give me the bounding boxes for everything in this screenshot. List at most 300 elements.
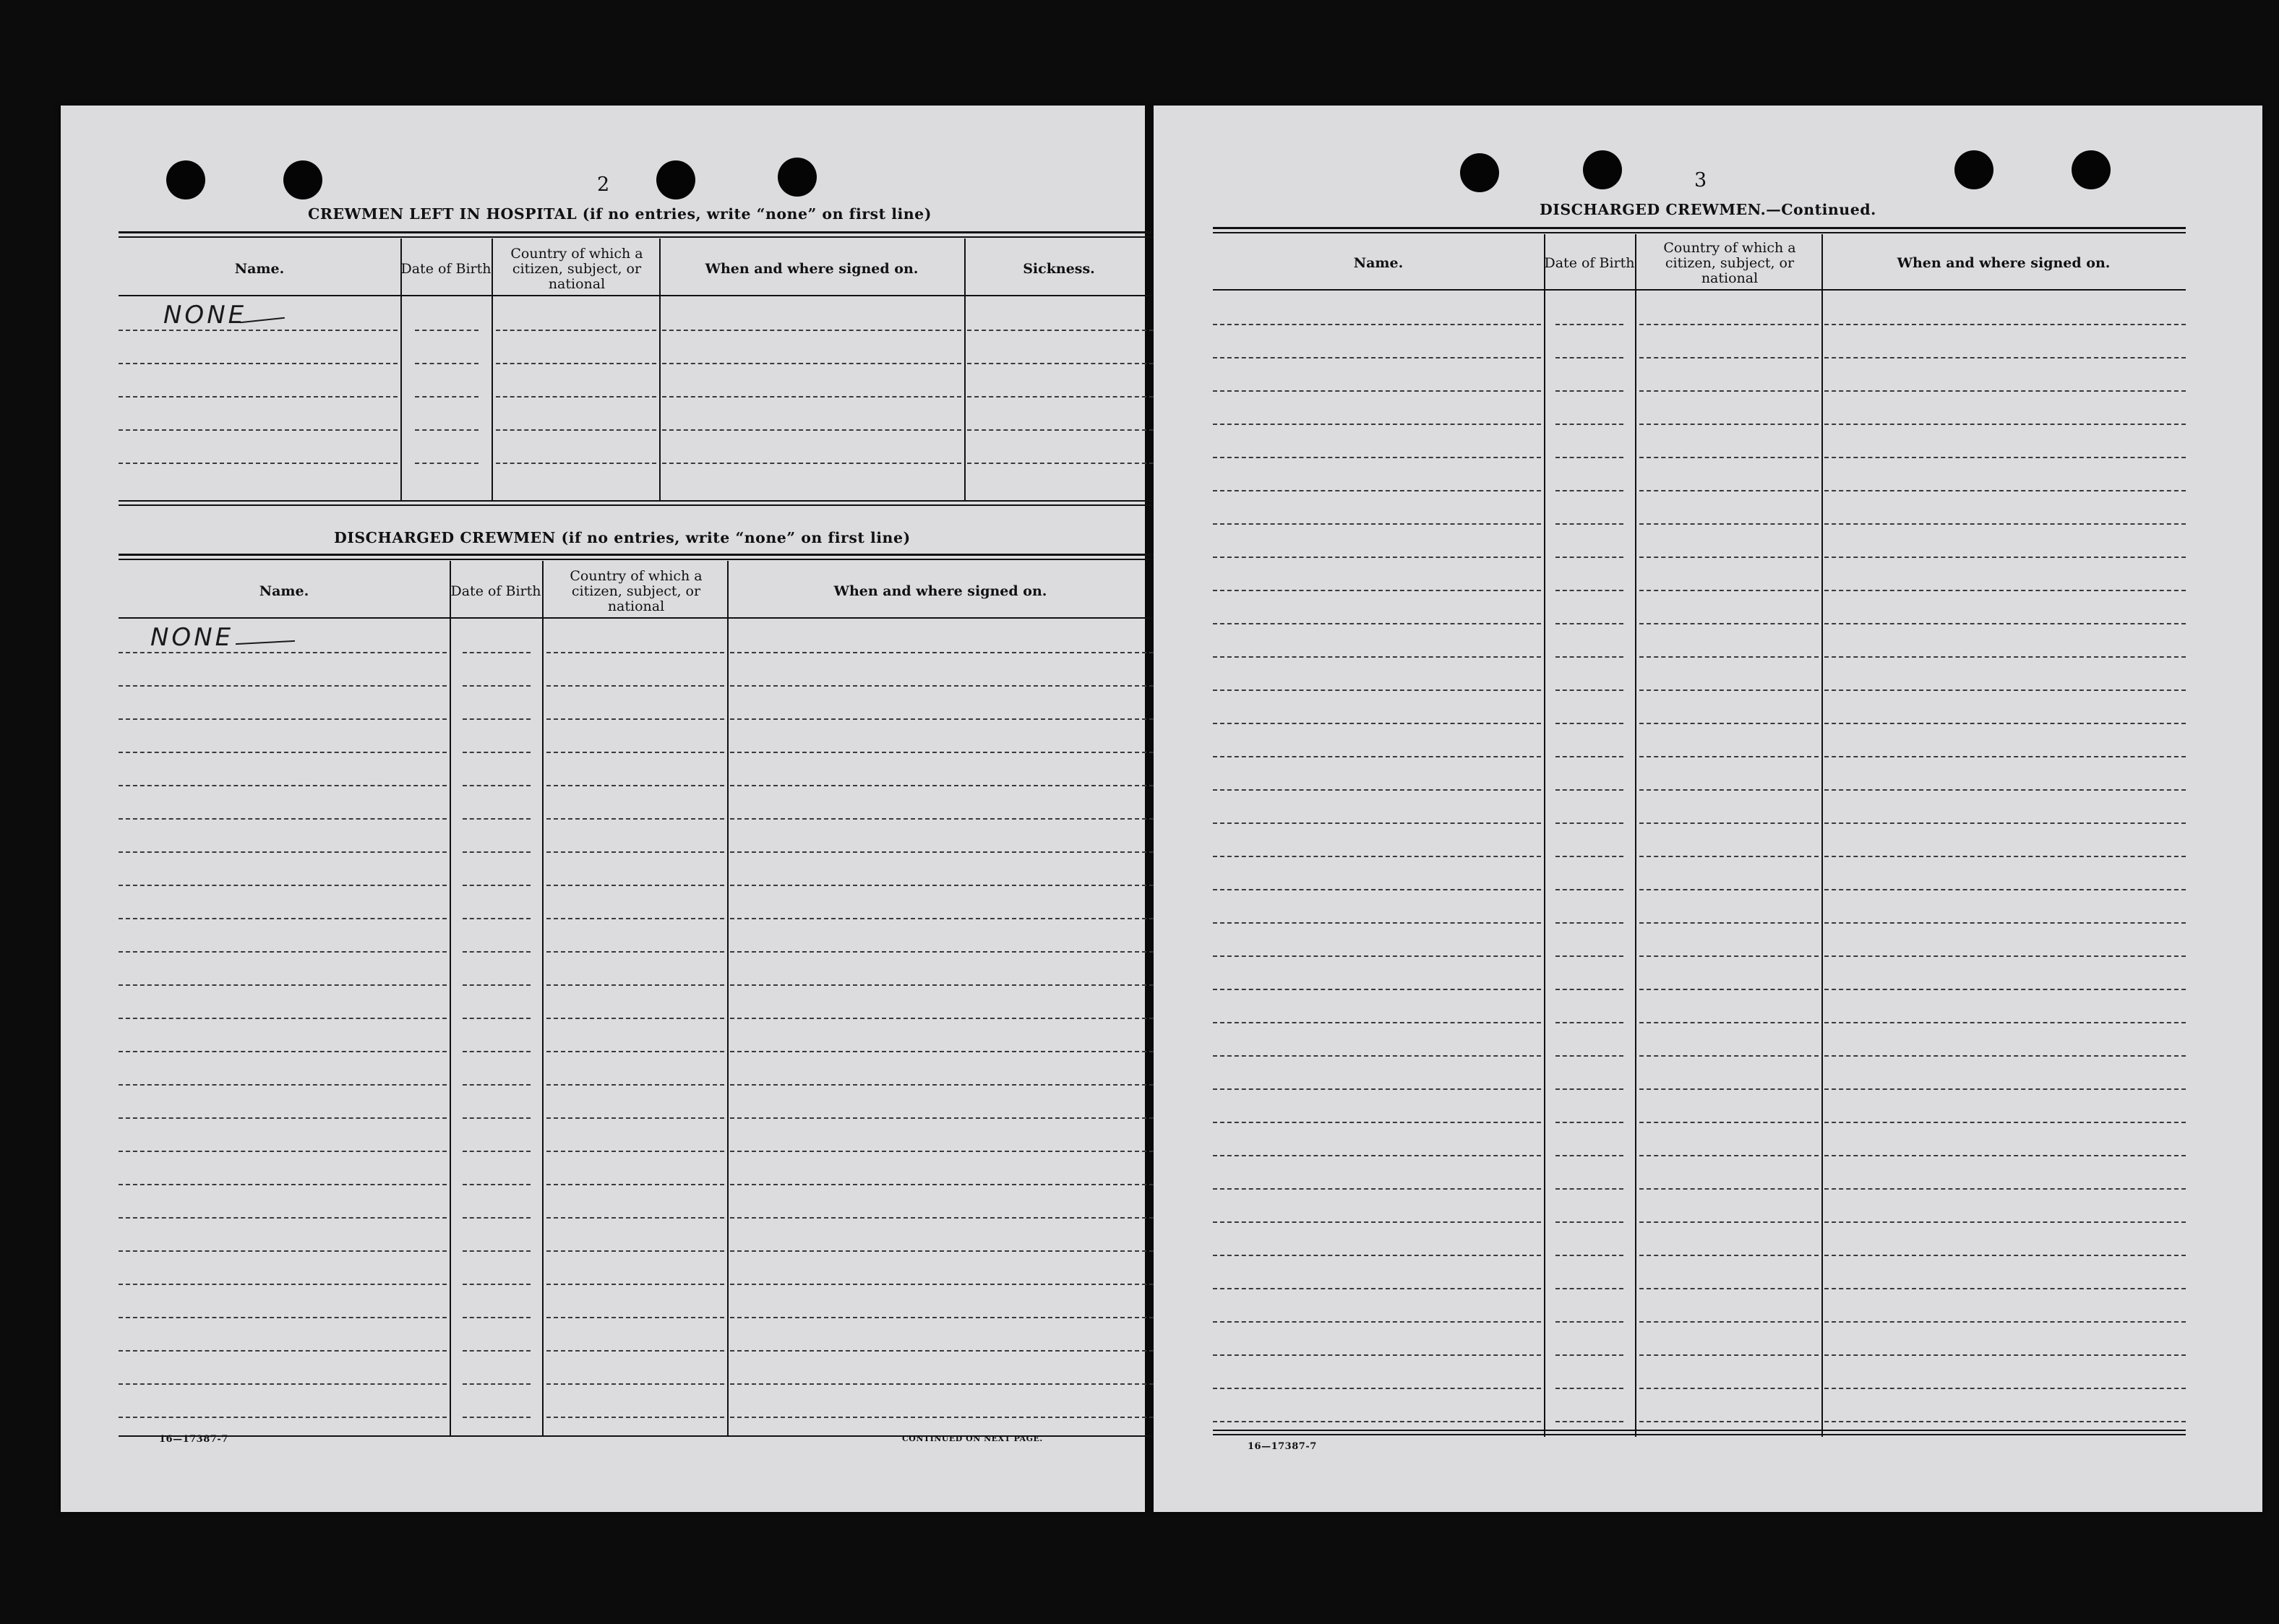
- dotted-entry-line: [662, 330, 961, 331]
- dotted-entry-line: [119, 951, 447, 953]
- dotted-entry-line: [119, 463, 398, 464]
- dotted-entry-line: [1555, 1022, 1623, 1023]
- dotted-entry-line: [1824, 789, 2186, 791]
- dotted-entry-line: [546, 1284, 724, 1285]
- dotted-entry-line: [463, 1217, 531, 1219]
- dotted-entry-line: [1824, 390, 2186, 392]
- col-header-dob: Date of Birth: [1544, 254, 1635, 271]
- hospital-title: CREWMEN LEFT IN HOSPITAL: [308, 205, 578, 223]
- dotted-entry-line: [967, 396, 1154, 398]
- dotted-entry-line: [546, 1417, 724, 1418]
- dotted-entry-line: [1824, 989, 2186, 990]
- dotted-entry-line: [1555, 1088, 1623, 1090]
- dotted-entry-line: [1824, 922, 2186, 924]
- hospital-title-note: (if no entries, write “none” on first line): [582, 205, 932, 223]
- dotted-entry-line: [1824, 689, 2186, 691]
- dotted-entry-line: [1213, 390, 1541, 392]
- dotted-entry-line: [1213, 822, 1541, 824]
- dotted-entry-line: [1639, 490, 1819, 491]
- dotted-entry-line: [1639, 756, 1819, 757]
- dotted-entry-line: [119, 1383, 447, 1385]
- discharged-section-title: [334, 529, 911, 546]
- dotted-entry-line: [1555, 1155, 1623, 1156]
- dotted-entry-line: [119, 752, 447, 753]
- dotted-entry-line: [1213, 1122, 1541, 1123]
- dotted-entry-line: [1639, 390, 1819, 392]
- dotted-entry-line: [1555, 1122, 1623, 1123]
- dotted-entry-line: [463, 918, 531, 919]
- dotted-entry-line: [415, 396, 478, 398]
- dotted-entry-line: [1639, 955, 1819, 957]
- dotted-entry-line: [1213, 889, 1541, 890]
- col-header-sickness: Sickness.: [1023, 260, 1095, 277]
- dotted-entry-line: [463, 851, 531, 853]
- dotted-entry-line: [463, 718, 531, 720]
- dotted-entry-line: [463, 1250, 531, 1252]
- dotted-entry-line: [546, 1250, 724, 1252]
- dotted-entry-line: [463, 685, 531, 687]
- dotted-entry-line: [1555, 1221, 1623, 1223]
- dotted-entry-line: [1639, 357, 1819, 358]
- dotted-entry-line: [1824, 457, 2186, 458]
- dotted-entry-line: [1824, 1088, 2186, 1090]
- dotted-entry-line: [1639, 689, 1819, 691]
- dotted-entry-line: [463, 1151, 531, 1152]
- dotted-entry-line: [1213, 656, 1541, 658]
- dotted-entry-line: [463, 1383, 531, 1385]
- handwritten-none: NONE: [163, 301, 247, 330]
- dotted-entry-line: [119, 1217, 447, 1219]
- dotted-entry-line: [463, 951, 531, 953]
- dotted-entry-line: [1213, 856, 1541, 857]
- dotted-entry-line: [119, 984, 447, 986]
- punch-hole: [1583, 150, 1622, 189]
- left-page: [61, 106, 1145, 1512]
- dotted-entry-line: [730, 1284, 1154, 1285]
- dotted-entry-line: [1639, 1088, 1819, 1090]
- col-header-signed-on: When and where signed on.: [705, 260, 919, 277]
- top-rule: [119, 554, 1154, 556]
- dotted-entry-line: [1639, 1388, 1819, 1389]
- dotted-entry-line: [1213, 1022, 1541, 1023]
- dotted-entry-line: [730, 718, 1154, 720]
- dotted-entry-line: [496, 396, 656, 398]
- dotted-entry-line: [1555, 424, 1623, 425]
- dotted-entry-line: [463, 1184, 531, 1185]
- col-header-signed-on: When and where signed on.: [1897, 254, 2111, 271]
- dotted-entry-line: [463, 1018, 531, 1019]
- bottom-rule: [119, 504, 1154, 506]
- discharged-title: DISCHARGED CREWMEN: [334, 529, 556, 546]
- handwritten-stroke: [240, 317, 285, 323]
- dotted-entry-line: [1824, 557, 2186, 558]
- punch-hole: [778, 158, 817, 197]
- dotted-entry-line: [1213, 989, 1541, 990]
- dotted-entry-line: [463, 984, 531, 986]
- dotted-entry-line: [967, 330, 1154, 331]
- dotted-entry-line: [119, 1018, 447, 1019]
- dotted-entry-line: [1213, 357, 1541, 358]
- dotted-entry-line: [1555, 1288, 1623, 1289]
- dotted-entry-line: [1555, 656, 1623, 658]
- dotted-entry-line: [415, 463, 478, 464]
- dotted-entry-line: [546, 918, 724, 919]
- bottom-rule: [1213, 1434, 2186, 1435]
- dotted-entry-line: [730, 1383, 1154, 1385]
- dotted-entry-line: [119, 1284, 447, 1285]
- dotted-entry-line: [1555, 856, 1623, 857]
- dotted-entry-line: [1555, 689, 1623, 691]
- dotted-entry-line: [1213, 1354, 1541, 1356]
- dotted-entry-line: [119, 1051, 447, 1052]
- dotted-entry-line: [1213, 1221, 1541, 1223]
- dotted-entry-line: [730, 1217, 1154, 1219]
- dotted-entry-line: [1555, 1055, 1623, 1057]
- dotted-entry-line: [967, 463, 1154, 464]
- dotted-entry-line: [463, 1084, 531, 1086]
- handwritten-stroke: [236, 640, 295, 645]
- dotted-entry-line: [119, 330, 398, 331]
- dotted-entry-line: [1555, 390, 1623, 392]
- dotted-entry-line: [730, 1018, 1154, 1019]
- dotted-entry-line: [1824, 889, 2186, 890]
- dotted-entry-line: [546, 1350, 724, 1352]
- punch-hole: [2072, 150, 2111, 189]
- dotted-entry-line: [119, 785, 447, 786]
- dotted-entry-line: [1824, 490, 2186, 491]
- dotted-entry-line: [546, 752, 724, 753]
- dotted-entry-line: [1824, 1288, 2186, 1289]
- dotted-entry-line: [1639, 922, 1819, 924]
- dotted-entry-line: [1639, 1155, 1819, 1156]
- dotted-entry-line: [1555, 922, 1623, 924]
- top-rule: [119, 559, 1154, 560]
- dotted-entry-line: [662, 463, 961, 464]
- dotted-entry-line: [463, 1051, 531, 1052]
- dotted-entry-line: [546, 1184, 724, 1185]
- dotted-entry-line: [119, 818, 447, 820]
- dotted-entry-line: [730, 652, 1154, 653]
- dotted-entry-line: [119, 429, 398, 431]
- form-number: 16—17387-7: [159, 1434, 228, 1445]
- dotted-entry-line: [1213, 1088, 1541, 1090]
- dotted-entry-line: [1824, 1255, 2186, 1256]
- bottom-rule: [1213, 1430, 2186, 1431]
- dotted-entry-line: [1213, 1421, 1541, 1422]
- dotted-entry-line: [1213, 1255, 1541, 1256]
- dotted-entry-line: [1824, 1055, 2186, 1057]
- dotted-entry-line: [119, 1117, 447, 1119]
- dotted-entry-line: [730, 984, 1154, 986]
- dotted-entry-line: [1639, 1188, 1819, 1190]
- dotted-entry-line: [730, 1350, 1154, 1352]
- dotted-entry-line: [463, 1117, 531, 1119]
- dotted-entry-line: [1824, 523, 2186, 525]
- dotted-entry-line: [463, 1317, 531, 1318]
- dotted-entry-line: [1824, 623, 2186, 624]
- dotted-entry-line: [730, 1151, 1154, 1152]
- dotted-entry-line: [1824, 1221, 2186, 1223]
- dotted-entry-line: [1824, 1022, 2186, 1023]
- dotted-entry-line: [1639, 623, 1819, 624]
- dotted-entry-line: [1555, 756, 1623, 757]
- dotted-entry-line: [1213, 723, 1541, 724]
- hospital-section-title: [308, 205, 932, 223]
- dotted-entry-line: [1824, 1421, 2186, 1422]
- dotted-entry-line: [119, 1084, 447, 1086]
- dotted-entry-line: [546, 1383, 724, 1385]
- dotted-entry-line: [1824, 1155, 2186, 1156]
- dotted-entry-line: [546, 1317, 724, 1318]
- dotted-entry-line: [463, 1350, 531, 1352]
- dotted-entry-line: [1555, 324, 1623, 325]
- dotted-entry-line: [1639, 1321, 1819, 1323]
- dotted-entry-line: [546, 1051, 724, 1052]
- column-divider: [1544, 234, 1545, 1437]
- punch-hole: [656, 160, 695, 199]
- dotted-entry-line: [1639, 590, 1819, 591]
- dotted-entry-line: [546, 818, 724, 820]
- dotted-entry-line: [119, 918, 447, 919]
- dotted-entry-line: [1639, 1055, 1819, 1057]
- column-divider: [1821, 234, 1823, 1437]
- dotted-entry-line: [1824, 324, 2186, 325]
- punch-hole: [1954, 150, 1993, 189]
- dotted-entry-line: [546, 685, 724, 687]
- dotted-entry-line: [730, 1317, 1154, 1318]
- dotted-entry-line: [1639, 889, 1819, 890]
- dotted-entry-line: [730, 1051, 1154, 1052]
- dotted-entry-line: [119, 885, 447, 886]
- dotted-entry-line: [1213, 1388, 1541, 1389]
- dotted-entry-line: [1639, 1122, 1819, 1123]
- dotted-entry-line: [1555, 1354, 1623, 1356]
- dotted-entry-line: [1639, 856, 1819, 857]
- dotted-entry-line: [415, 363, 478, 364]
- dotted-entry-line: [1555, 590, 1623, 591]
- dotted-entry-line: [730, 1250, 1154, 1252]
- continued-note: CONTINUED ON NEXT PAGE.: [902, 1434, 1043, 1443]
- dotted-entry-line: [119, 1417, 447, 1418]
- dotted-entry-line: [1555, 1255, 1623, 1256]
- col-header-name: Name.: [234, 260, 285, 277]
- dotted-entry-line: [1555, 723, 1623, 724]
- dotted-entry-line: [730, 1417, 1154, 1418]
- dotted-entry-line: [1824, 656, 2186, 658]
- dotted-entry-line: [496, 363, 656, 364]
- dotted-entry-line: [730, 851, 1154, 853]
- dotted-entry-line: [119, 1151, 447, 1152]
- dotted-entry-line: [119, 1317, 447, 1318]
- dotted-entry-line: [496, 463, 656, 464]
- dotted-entry-line: [1824, 1188, 2186, 1190]
- dotted-entry-line: [119, 718, 447, 720]
- dotted-entry-line: [730, 1084, 1154, 1086]
- col-header-country: Country of which a citizen, subject, or national: [510, 245, 643, 292]
- dotted-entry-line: [1555, 1321, 1623, 1323]
- discharged-continued-title: [1540, 201, 1876, 218]
- col-header-country: Country of which a citizen, subject, or national: [1663, 239, 1796, 286]
- header-rule: [119, 295, 1154, 296]
- dotted-entry-line: [546, 718, 724, 720]
- dotted-entry-line: [967, 429, 1154, 431]
- dotted-entry-line: [546, 1117, 724, 1119]
- dotted-entry-line: [1639, 457, 1819, 458]
- dotted-entry-line: [1639, 1221, 1819, 1223]
- dotted-entry-line: [546, 785, 724, 786]
- dotted-entry-line: [546, 984, 724, 986]
- right-page: [1154, 106, 2262, 1512]
- dotted-entry-line: [1824, 1388, 2186, 1389]
- page-number: 2: [597, 173, 610, 196]
- dotted-entry-line: [1555, 989, 1623, 990]
- dotted-entry-line: [1639, 723, 1819, 724]
- dotted-entry-line: [119, 685, 447, 687]
- dotted-entry-line: [662, 429, 961, 431]
- dotted-entry-line: [730, 1117, 1154, 1119]
- form-number: 16—17387-7: [1248, 1441, 1317, 1452]
- dotted-entry-line: [1639, 324, 1819, 325]
- dotted-entry-line: [730, 918, 1154, 919]
- col-header-dob: Date of Birth: [400, 260, 492, 277]
- top-rule: [1213, 232, 2186, 233]
- dotted-entry-line: [1639, 1288, 1819, 1289]
- dotted-entry-line: [1824, 856, 2186, 857]
- punch-hole: [166, 160, 205, 199]
- dotted-entry-line: [1555, 623, 1623, 624]
- dotted-entry-line: [1555, 457, 1623, 458]
- handwritten-none: NONE: [150, 623, 234, 652]
- dotted-entry-line: [463, 652, 531, 653]
- dotted-entry-line: [463, 752, 531, 753]
- dotted-entry-line: [1639, 1022, 1819, 1023]
- header-rule: [119, 617, 1154, 619]
- dotted-entry-line: [1555, 822, 1623, 824]
- dotted-entry-line: [119, 363, 398, 364]
- dotted-entry-line: [1213, 590, 1541, 591]
- column-divider: [1635, 234, 1636, 1437]
- dotted-entry-line: [730, 1184, 1154, 1185]
- dotted-entry-line: [1824, 424, 2186, 425]
- dotted-entry-line: [1213, 457, 1541, 458]
- dotted-entry-line: [1213, 955, 1541, 957]
- dotted-entry-line: [546, 1084, 724, 1086]
- dotted-entry-line: [1639, 989, 1819, 990]
- col-header-country: Country of which a citizen, subject, or national: [570, 567, 703, 614]
- dotted-entry-line: [1555, 557, 1623, 558]
- dotted-entry-line: [546, 1018, 724, 1019]
- dotted-entry-line: [1555, 1388, 1623, 1389]
- dotted-entry-line: [1213, 623, 1541, 624]
- dotted-entry-line: [1555, 955, 1623, 957]
- dotted-entry-line: [119, 396, 398, 398]
- dotted-entry-line: [463, 885, 531, 886]
- page-number: 3: [1694, 169, 1707, 192]
- dotted-entry-line: [463, 1417, 531, 1418]
- dotted-entry-line: [119, 1184, 447, 1185]
- dotted-entry-line: [119, 652, 447, 653]
- dotted-entry-line: [119, 1250, 447, 1252]
- dotted-entry-line: [546, 851, 724, 853]
- dotted-entry-line: [1213, 1055, 1541, 1057]
- dotted-entry-line: [1824, 822, 2186, 824]
- dotted-entry-line: [1213, 1155, 1541, 1156]
- dotted-entry-line: [119, 1350, 447, 1352]
- dotted-entry-line: [1824, 590, 2186, 591]
- dotted-entry-line: [662, 363, 961, 364]
- dotted-entry-line: [496, 429, 656, 431]
- dotted-entry-line: [1213, 1188, 1541, 1190]
- dotted-entry-line: [730, 685, 1154, 687]
- column-divider: [450, 561, 451, 1437]
- dotted-entry-line: [1639, 822, 1819, 824]
- col-header-dob: Date of Birth: [450, 583, 541, 599]
- dotted-entry-line: [1555, 490, 1623, 491]
- dotted-entry-line: [1639, 1354, 1819, 1356]
- dotted-entry-line: [1824, 756, 2186, 757]
- dotted-entry-line: [463, 1284, 531, 1285]
- dotted-entry-line: [546, 885, 724, 886]
- dotted-entry-line: [1213, 922, 1541, 924]
- dotted-entry-line: [1639, 1421, 1819, 1422]
- dotted-entry-line: [967, 363, 1154, 364]
- col-header-signed-on: When and where signed on.: [833, 583, 1047, 599]
- dotted-entry-line: [1824, 1122, 2186, 1123]
- col-header-name: Name.: [259, 583, 309, 599]
- dotted-entry-line: [1555, 523, 1623, 525]
- header-rule: [1213, 289, 2186, 291]
- dotted-entry-line: [1639, 557, 1819, 558]
- discharged-title: DISCHARGED CREWMEN.: [1540, 201, 1767, 218]
- dotted-entry-line: [1213, 789, 1541, 791]
- dotted-entry-line: [662, 396, 961, 398]
- dotted-entry-line: [1824, 1354, 2186, 1356]
- col-header-name: Name.: [1353, 254, 1404, 271]
- dotted-entry-line: [1213, 523, 1541, 525]
- top-rule: [119, 236, 1154, 238]
- dotted-entry-line: [546, 1151, 724, 1152]
- dotted-entry-line: [1555, 1188, 1623, 1190]
- dotted-entry-line: [1639, 1255, 1819, 1256]
- bottom-rule: [119, 500, 1154, 502]
- dotted-entry-line: [730, 885, 1154, 886]
- dotted-entry-line: [1639, 424, 1819, 425]
- dotted-entry-line: [1824, 357, 2186, 358]
- dotted-entry-line: [1639, 523, 1819, 525]
- dotted-entry-line: [730, 951, 1154, 953]
- dotted-entry-line: [463, 818, 531, 820]
- dotted-entry-line: [1213, 490, 1541, 491]
- column-divider: [727, 561, 729, 1437]
- dotted-entry-line: [1824, 955, 2186, 957]
- dotted-entry-line: [1213, 324, 1541, 325]
- dotted-entry-line: [1213, 1288, 1541, 1289]
- dotted-entry-line: [463, 785, 531, 786]
- dotted-entry-line: [1213, 557, 1541, 558]
- title-suffix: —Continued.: [1766, 201, 1876, 218]
- dotted-entry-line: [1555, 357, 1623, 358]
- dotted-entry-line: [1824, 1321, 2186, 1323]
- discharged-title-note: (if no entries, write “none” on first line): [561, 529, 911, 546]
- dotted-entry-line: [546, 951, 724, 953]
- dotted-entry-line: [1824, 723, 2186, 724]
- column-divider: [542, 561, 544, 1437]
- punch-hole: [1460, 153, 1499, 192]
- dotted-entry-line: [1639, 789, 1819, 791]
- dotted-entry-line: [496, 330, 656, 331]
- dotted-entry-line: [1213, 1321, 1541, 1323]
- dotted-entry-line: [730, 752, 1154, 753]
